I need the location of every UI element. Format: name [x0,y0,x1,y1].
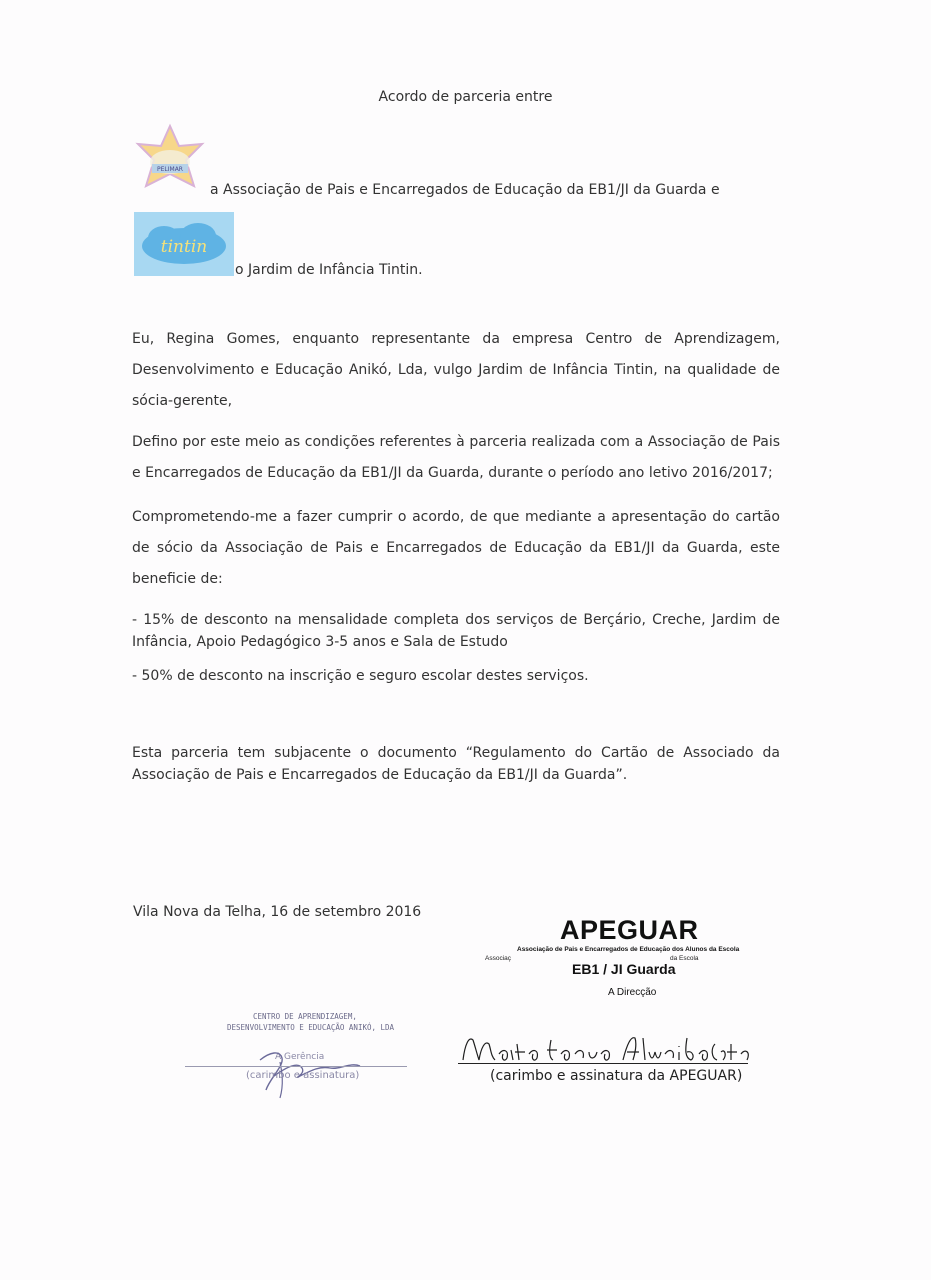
party1-text: a Associação de Pais e Encarregados de Educação da EB1/JI da Guarda e [210,182,720,198]
apeguar-school: EB1 / JI Guarda [572,961,676,977]
svg-text:tintin: tintin [160,237,208,257]
paragraph-2-text: Defino por este meio as condições referentes à parceria realizada com a Associação de Pais e Encarregados de Educação da EB1/JI da Guarda, durante o período ano letivo 2016/2017; [132,434,780,481]
apeguar-direction: A Direcção [608,987,657,998]
paragraph-commitment [132,502,780,595]
paragraph-3-text: Comprometendo-me a fazer cumprir o acordo, de que mediante a apresentação do cartão de sócio da Associação de Pais e Encarregados de Educação da EB1/JI da Guarda, este beneficie de: [132,509,780,587]
apeguar-signature-caption: (carimbo e assinatura da APEGUAR) [490,1068,743,1084]
paragraph-1-text: Eu, Regina Gomes, enquanto representante da empresa Centro de Aprendizagem, Desenvolvimento e Educação Anikó, Lda, vulgo Jardim de Infância Tintin, na qualidade de sócia-gerente, [132,331,780,409]
tintin-logo [134,212,234,276]
place-date: Vila Nova da Telha, 16 de setembro 2016 [133,904,422,920]
company-stamp-line1: CENTRO DE APRENDIZAGEM, [253,1012,357,1021]
benefit-2-text: - 50% de desconto na inscrição e seguro escolar destes serviços. [132,668,589,684]
apeguar-escola-fragment: da Escola [670,955,699,962]
apeguar-signature-line [458,1063,748,1064]
apeguar-assoc-fragment: Associaç [485,955,512,962]
party2-text: o Jardim de Infância Tintin. [235,262,423,278]
company-stamp [185,1012,410,1102]
paragraph-conditions [132,427,780,489]
apeguar-signature [455,1030,755,1100]
paragraph-representative [132,324,780,417]
company-signature-line [185,1066,407,1067]
association-star-logo [134,122,206,194]
benefit-item [132,609,780,653]
company-signature-caption: (carimbo e assinatura) [246,1070,360,1081]
company-signature-scribble [240,1032,370,1102]
benefit-item [132,665,780,687]
benefit-1-text: - 15% de desconto na mensalidade completa dos serviços de Berçário, Creche, Jardim de Infância, Apoio Pedagógico 3-5 anos e Sala de Estudo [132,612,780,650]
paragraph-4-text: Esta parceria tem subjacente o documento “Regulamento do Cartão de Associado da Associação de Pais e Encarregados de Educação da EB1/JI da Guarda”. [132,745,780,783]
svg-text:PELIMAR: PELIMAR [157,166,183,173]
apeguar-signature-scribble [455,1030,755,1070]
document-title: Acordo de parceria entre [378,89,553,105]
apeguar-subtitle: Associação de Pais e Encarregados de Educação dos Alunos da Escola [517,946,740,953]
paragraph-regulation [132,742,780,786]
apeguar-stamp [485,915,765,1005]
apeguar-name: APEGUAR [560,915,699,945]
company-stamp-gerencia: A Gerência [275,1052,325,1062]
company-stamp-line2: DESENVOLVIMENTO E EDUCAÇÃO ANIKÓ, LDA [227,1023,395,1032]
